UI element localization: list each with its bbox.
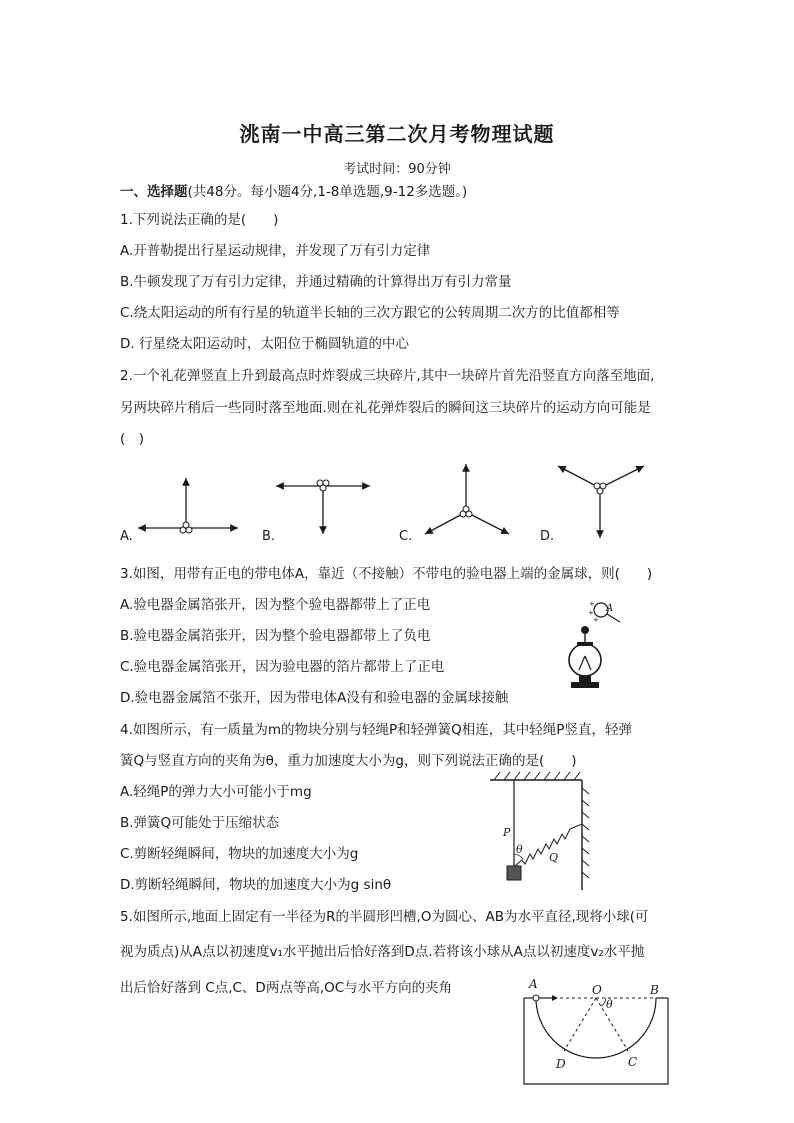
q1-option-a: A.开普勒提出行星运动规律，并发现了万有引力定律	[120, 243, 431, 259]
q4-stem-line2: 簧Q与竖直方向的夹角为θ，重力加速度大小为g，则下列说法正确的是( )	[120, 753, 577, 769]
q5-stem-line2: 视为质点)从A点以初速度v₁水平抛出后恰好落到D点.若将该小球从A点以初速度v₂水平抛	[120, 944, 645, 960]
svg-text:+: +	[588, 609, 594, 617]
q5-stem-line3: 出后恰好落到 C点,C、D两点等高,OC与水平方向的夹角	[120, 980, 453, 996]
section-note: (共48分。每小题4分,1-8单选题,9-12多选题。)	[187, 184, 468, 200]
q2-stem-line1: 2.一个礼花弹竖直上升到最高点时炸裂成三块碎片,其中一块碎片首先沿竖直方向落至地面,	[120, 368, 655, 384]
q2-label-d: D.	[540, 529, 555, 544]
svg-text:+: +	[589, 600, 595, 608]
q2-label-a: A.	[120, 529, 133, 544]
q3-option-a: A.验电器金属箔张开，因为整个验电器都带上了正电	[120, 597, 431, 613]
q4-stem-line1: 4.如图所示，有一质量为m的物块分别与轻绳P和轻弹簧Q相连，其中轻绳P竖直，轻弹	[120, 722, 632, 738]
q1-option-c: C.绕太阳运动的所有行星的轨道半长轴的三次方跟它的公转周期二次方的比值都相等	[120, 305, 620, 321]
page-title: 洮南一中高三第二次月考物理试题	[239, 122, 555, 146]
q3-fig-label-a: A	[606, 603, 614, 614]
q3-option-c: C.验电器金属箔张开，因为验电器的箔片都带上了正电	[120, 659, 445, 675]
q5-stem-line1: 5.如图所示,地面上固定有一半径为R的半圆形凹槽,O为圆心、AB为水平直径,现将小球(可	[120, 909, 649, 925]
q4-fig-label-theta: θ	[516, 843, 523, 856]
q5-fig-label-d: D	[556, 1057, 566, 1071]
q1-option-b: B.牛顿发现了万有引力定律，并通过精确的计算得出万有引力常量	[120, 274, 512, 290]
q3-option-b: B.验电器金属箔张开，因为整个验电器都带上了负电	[120, 628, 431, 644]
section-heading	[120, 180, 467, 200]
q2-figure-a	[130, 470, 250, 540]
q5-fig-label-theta: θ	[606, 998, 613, 1011]
svg-text:+: +	[593, 616, 599, 624]
q3-option-d: D.验电器金属箔不张开，因为带电体A没有和验电器的金属球接触	[120, 690, 509, 706]
section-title: 一、选择题	[120, 184, 188, 200]
q2-label-b: B.	[262, 529, 276, 544]
q1-stem: 1.下列说法正确的是( )	[120, 212, 279, 228]
q5-fig-label-c: C	[628, 1055, 638, 1069]
q2-figure-b	[270, 470, 380, 540]
q2-stem-line3: ( )	[120, 431, 145, 447]
q2-figure-d	[552, 460, 652, 542]
q5-fig-label-a: A	[529, 977, 538, 991]
q2-figure-c	[415, 458, 525, 540]
q2-label-c: C.	[399, 529, 413, 544]
q5-fig-label-o: O	[592, 983, 602, 997]
q4-option-a: A.轻绳P的弹力大小可能小于mg	[120, 784, 312, 800]
q5-semicircle-figure	[522, 990, 672, 1086]
q4-option-b: B.弹簧Q可能处于压缩状态	[120, 815, 280, 831]
q3-stem: 3.如图，用带有正电的带电体A，靠近（不接触）不带电的验电器上端的金属球，则( )	[120, 566, 653, 582]
q4-fig-label-p: P	[503, 826, 511, 839]
q4-fig-label-q: Q	[549, 851, 559, 864]
exam-time: 考试时间：90分钟	[343, 162, 451, 177]
q4-option-d: D.剪断轻绳瞬间，物块的加速度大小为g sinθ	[120, 877, 392, 893]
q3-electroscope-figure	[565, 600, 645, 702]
q1-option-d: D. 行星绕太阳运动时，太阳位于椭圆轨道的中心	[120, 336, 409, 352]
q4-option-c: C.剪断轻绳瞬间，物块的加速度大小为g	[120, 846, 359, 862]
q2-stem-line2: 另两块碎片稍后一些同时落至地面.则在礼花弹炸裂后的瞬间这三块碎片的运动方向可能是	[120, 400, 651, 416]
q5-fig-label-b: B	[650, 983, 659, 997]
